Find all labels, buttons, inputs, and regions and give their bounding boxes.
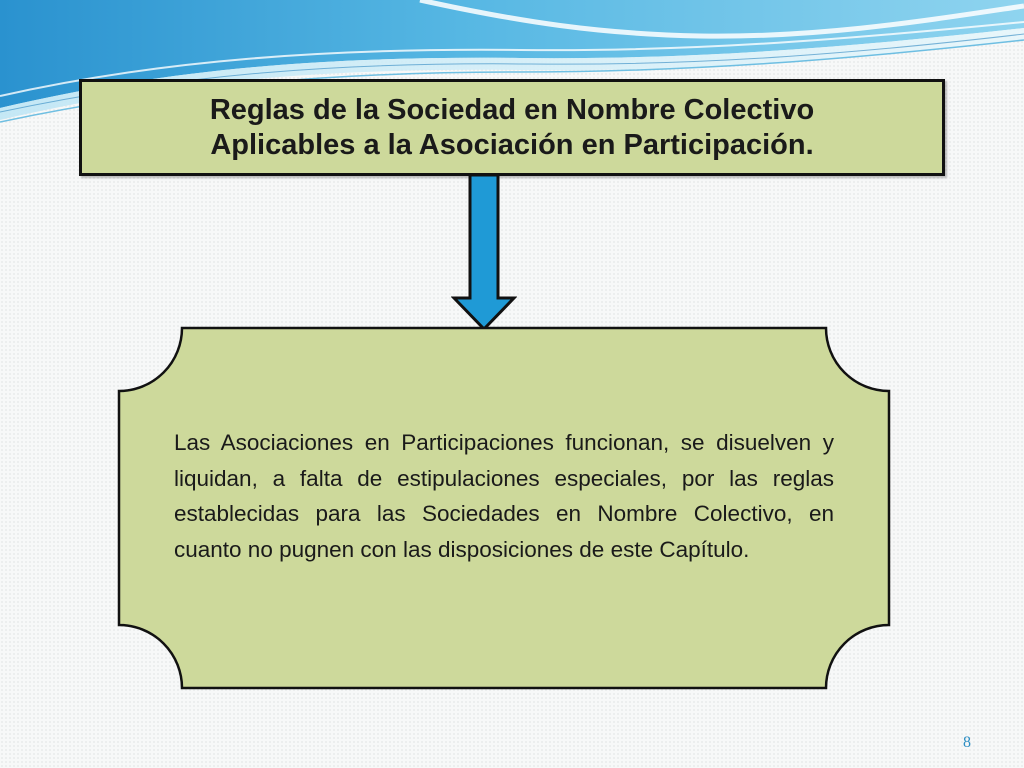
down-arrow-icon <box>451 174 517 332</box>
title-line-1: Reglas de la Sociedad en Nombre Colectivo <box>209 93 815 126</box>
title-box <box>79 79 945 176</box>
body-paragraph: Las Asociaciones en Participaciones funcionan, se disuelven y liquidan, a falta de estipulaciones especiales, por las reglas establecidas para las Sociedades en Nombre Colectivo, en cuanto no pugnen con las disposiciones de este Capítulo. <box>174 430 834 562</box>
title-line-2: Aplicables a la Asociación en Participación. <box>210 128 814 161</box>
page-number: 8 <box>963 734 971 751</box>
